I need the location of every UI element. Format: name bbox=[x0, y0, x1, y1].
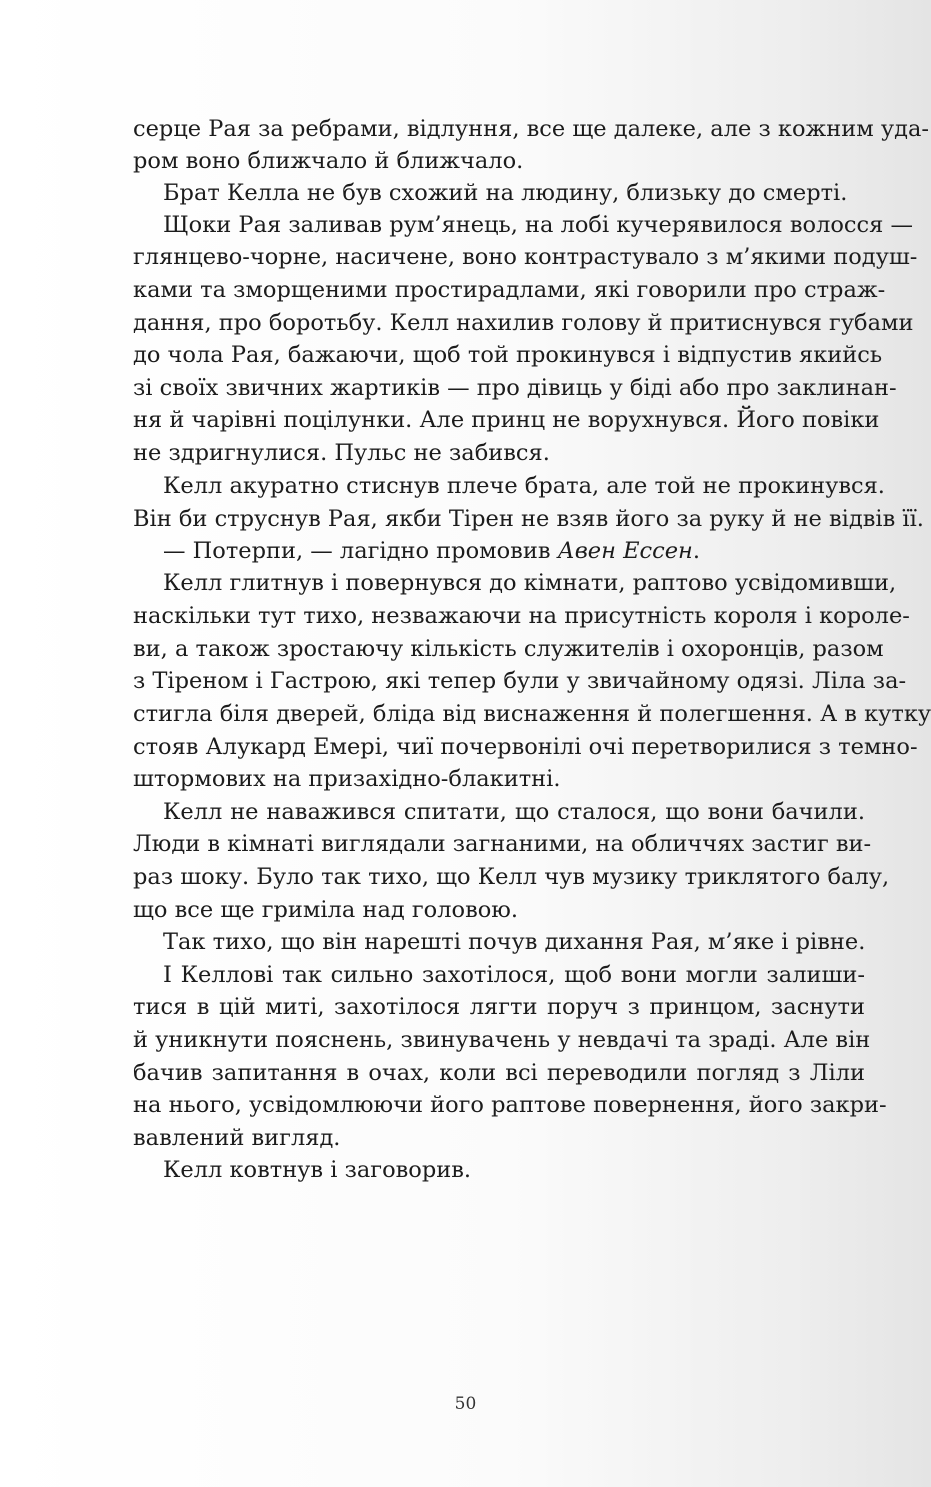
text-line: бачив запитання в очах, коли всі переводили погляд з Ліли bbox=[133, 1060, 865, 1086]
text-line: штормових на призахідно-блакитні. bbox=[133, 766, 561, 792]
dialogue-text: — Потерпи, — лагідно промовив bbox=[163, 538, 551, 564]
text-line: І Келлові так сильно захотілося, щоб вони могли залиши- bbox=[163, 962, 865, 988]
text-line: й уникнути пояснень, звинувачень у невдачі та зраді. Але він bbox=[133, 1027, 871, 1053]
text-line: що все ще гриміла над головою. bbox=[133, 897, 519, 923]
text-line: Він би струснув Рая, якби Тірен не взяв його за руку й не відвів її. bbox=[133, 506, 924, 532]
text-line: ками та зморщеними простирадлами, які говорили про страж- bbox=[133, 277, 886, 303]
page-number: 50 bbox=[454, 1394, 477, 1414]
text-line: Брат Келла не був схожий на людину, близьку до смерті. bbox=[163, 180, 848, 206]
text-line: Щоки Рая заливав рум’янець, на лобі кучерявилося волосся — bbox=[163, 212, 913, 238]
text-line: Келл глитнув і повернувся до кімнати, раптово усвідомивши, bbox=[163, 570, 897, 596]
text-line: ром воно ближчало й ближчало. bbox=[133, 148, 524, 174]
text-line: до чола Рая, бажаючи, щоб той прокинувся і відпустив якийсь bbox=[133, 342, 883, 368]
text-line: тися в цій миті, захотілося лягти поруч з принцом, заснути bbox=[133, 994, 865, 1020]
text-line: Келл не наважився спитати, що сталося, що вони бачили. bbox=[163, 799, 865, 825]
text-line: не здригнулися. Пульс не забився. bbox=[133, 440, 550, 466]
text-line: стояв Алукард Емері, чиї почервонілі очі перетворилися з темно- bbox=[133, 734, 918, 760]
speaker-name: Авен Ессен bbox=[557, 538, 693, 564]
text-line: глянцево-чорне, насичене, воно контрастувало з м’якими подуш- bbox=[133, 244, 918, 270]
text-line: Келл ковтнув і заговорив. bbox=[163, 1157, 472, 1183]
dialogue-period: . bbox=[692, 538, 700, 564]
text-line: ня й чарівні поцілунки. Але принц не ворухнувся. Його повіки bbox=[133, 407, 880, 433]
text-line: ви, а також зростаючу кількість служителів і охоронців, разом bbox=[133, 636, 884, 662]
text-line: на нього, усвідомлюючи його раптове повернення, його закри- bbox=[133, 1092, 887, 1118]
text-line: з Тіреном і Гастрою, які тепер були у звичайному одязі. Ліла за- bbox=[133, 668, 907, 694]
text-line: Келл акуратно стиснув плече брата, але той не прокинувся. bbox=[163, 473, 885, 499]
text-line: наскільки тут тихо, незважаючи на присутність короля і короле- bbox=[133, 603, 910, 629]
dialogue-line bbox=[163, 534, 865, 568]
text-line: дання, про боротьбу. Келл нахилив голову й притиснувся губами bbox=[133, 310, 914, 336]
text-line: Так тихо, що він нарешті почув дихання Рая, м’яке і рівне. bbox=[163, 929, 866, 955]
text-line: вавлений вигляд. bbox=[133, 1125, 341, 1151]
text-line: стигла біля дверей, бліда від виснаження й полегшення. А в кутку bbox=[133, 701, 931, 727]
text-line: зі своїх звичних жартиків — про дівиць у біді або про заклинан- bbox=[133, 375, 897, 401]
text-line: Люди в кімнаті виглядали загнаними, на обличчях застиг ви- bbox=[133, 831, 872, 857]
text-line: серце Рая за ребрами, відлуння, все ще далеке, але з кожним уда- bbox=[133, 116, 929, 142]
text-line: раз шоку. Було так тихо, що Келл чув музику триклятого балу, bbox=[133, 864, 890, 890]
